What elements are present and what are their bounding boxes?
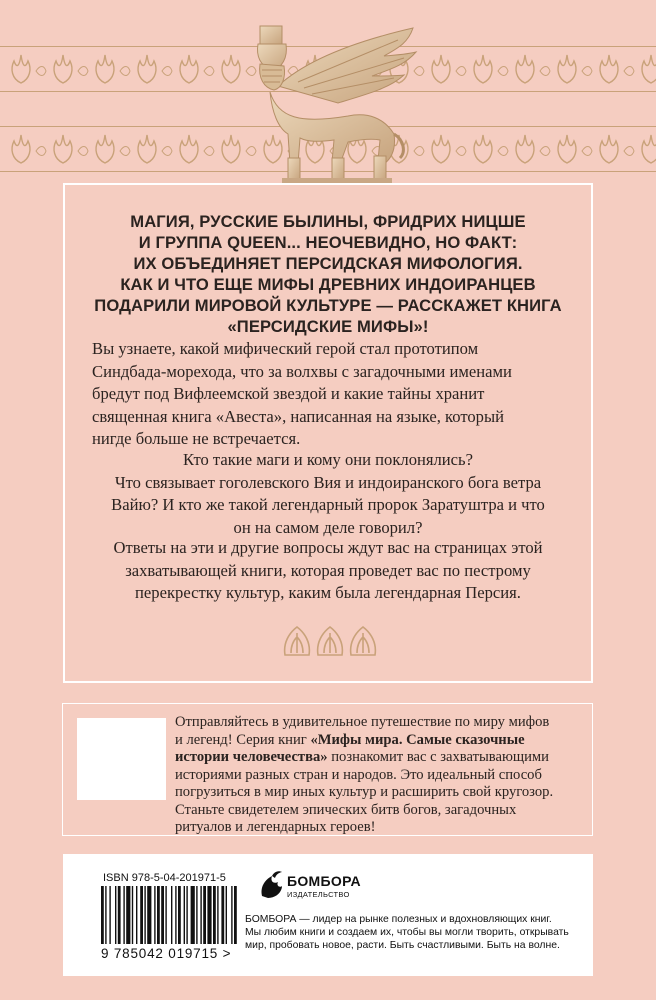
- headline-line: ИХ ОБЪЕДИНЯЕТ ПЕРСИДСКАЯ МИФОЛОГИЯ.: [133, 254, 523, 273]
- barcode-bar: [132, 886, 133, 944]
- blurb-paragraph-3: [65, 537, 591, 605]
- series-line: историями разных стран и народов. Это идеальный способ: [175, 766, 542, 783]
- paragraph-line: Ответы на эти и другие вопросы ждут вас на страницах этой: [113, 538, 543, 557]
- barcode-bar: [191, 886, 195, 944]
- series-line: погрузиться в мир иных культур и расширить свой кругозор.: [175, 784, 554, 800]
- headline-line: «ПЕРСИДСКИЕ МИФЫ»!: [227, 317, 429, 336]
- isbn-label: ISBN 978-5-04-201971-5: [103, 872, 226, 884]
- publisher-line: БОМБОРА — лидер на рынке полезных и вдохновляющих книг.: [245, 914, 552, 925]
- paragraph-line: Вайю? И кто же такой легендарный пророк Заратуштра и что: [111, 495, 545, 514]
- palmette-ornament-icon: [54, 55, 88, 83]
- palmette-ornament-icon: [474, 135, 508, 163]
- barcode-bar: [140, 886, 143, 944]
- barcode-bar: [161, 886, 164, 944]
- series-title-bold: истории человечества»: [175, 749, 328, 766]
- paragraph-line: он на самом деле говорил?: [233, 517, 423, 537]
- publisher-description: [245, 913, 569, 952]
- series-line-part: познакомит вас с захватывающими: [327, 749, 549, 766]
- barcode-bar: [184, 886, 185, 944]
- blurb-box: [63, 183, 593, 683]
- paragraph-line: перекрестку культур, каким была легендарная Персия.: [135, 583, 521, 602]
- palmette-ornament-icon: [516, 55, 550, 83]
- barcode-bar: [136, 886, 137, 944]
- blurb-paragraph-1: [92, 338, 512, 451]
- series-line: [175, 732, 549, 750]
- palmette-ornament-icon: [138, 135, 172, 163]
- barcode-bar: [154, 886, 155, 944]
- bombora-wave-logo-icon: [258, 868, 284, 900]
- series-line: [175, 749, 549, 767]
- blurb-paragraph-2: [65, 449, 591, 539]
- palmette-ornament-icon: [12, 55, 46, 83]
- lotus-ornament-icon: [281, 623, 379, 659]
- lamassu-winged-bull-statue: [208, 8, 448, 188]
- paragraph-line: Синдбада-морехода, что за волхвы с загадочными именами: [92, 361, 512, 381]
- series-line: Станьте свидетелем эпических битв богов, загадочных: [175, 801, 517, 818]
- barcode-bar: [178, 886, 181, 944]
- barcode-bar: [226, 886, 227, 944]
- palmette-ornament-icon: [54, 135, 88, 163]
- barcode-bar: [165, 886, 166, 944]
- barcode-bar: [147, 886, 151, 944]
- palmette-ornament-icon: [558, 55, 592, 83]
- barcode-bar: [175, 886, 176, 944]
- palmette-ornament-icon: [600, 55, 634, 83]
- paragraph-line: нигде больше не встречается.: [92, 429, 301, 448]
- palmette-ornament-icon: [96, 55, 130, 83]
- paragraph-line: Вы узнаете, какой мифический герой стал прототипом: [92, 339, 479, 358]
- series-line: ритуалов и легендарных героев!: [175, 819, 376, 836]
- headline-line: ПОДАРИЛИ МИРОВОЙ КУЛЬТУРЕ — РАССКАЖЕТ КНИГА: [94, 296, 562, 315]
- paragraph-line: Что связывает гоголевского Вия и индоиранского бога ветра: [114, 472, 542, 492]
- publisher-name: БОМБОРА: [287, 873, 361, 889]
- barcode-number: 9 785042 019715 >: [101, 946, 279, 961]
- series-line-part: и легенд! Серия книг: [175, 731, 311, 748]
- series-cover-placeholder: [77, 718, 166, 800]
- paragraph-line: захватывающей книги, которая проведет вас по пестрому: [125, 560, 531, 580]
- palmette-ornament-icon: [642, 55, 656, 83]
- series-line: Отправляйтесь в удивительное путешествие по миру мифов: [175, 714, 550, 730]
- barcode-bar: [213, 886, 216, 944]
- palmette-ornament-icon: [600, 135, 634, 163]
- barcode-bar: [207, 886, 211, 944]
- publisher-line: мир, пробовать новое, расти. Быть счастливыми. Быть на волне.: [245, 940, 560, 951]
- barcode-bar: [217, 886, 218, 944]
- barcode-bar: [171, 886, 172, 944]
- barcode-bar: [144, 886, 145, 944]
- paragraph-line: священная книга «Авеста», написанная на языке, который: [92, 406, 504, 426]
- publisher-sub: ИЗДАТЕЛЬСТВО: [287, 890, 350, 899]
- barcode-bar: [234, 886, 237, 944]
- palmette-ornament-icon: [516, 135, 550, 163]
- barcode-bar: [157, 886, 160, 944]
- palmette-ornament-icon: [138, 55, 172, 83]
- series-title-bold: «Мифы мира. Самые сказочные: [310, 731, 525, 748]
- headline-line: МАГИЯ, РУССКИЕ БЫЛИНЫ, ФРИДРИХ НИЦШЕ: [130, 212, 526, 231]
- palmette-ornament-icon: [12, 135, 46, 163]
- barcode-bar: [196, 886, 197, 944]
- headline-line: И ГРУППА QUEEN... НЕОЧЕВИДНО, НО ФАКТ:: [138, 233, 518, 252]
- barcode-bar: [105, 886, 106, 944]
- barcode-bar: [101, 886, 104, 944]
- palmette-ornament-icon: [558, 135, 592, 163]
- barcode-bar: [109, 886, 110, 944]
- paragraph-line: бредут под Вифлеемской звездой и какие тайны хранит: [92, 384, 485, 403]
- barcode-bar: [221, 886, 224, 944]
- barcode-bar: [203, 886, 206, 944]
- series-box: [62, 703, 593, 836]
- palmette-ornament-icon: [474, 55, 508, 83]
- publisher-line: Мы любим книги и создаем их, чтобы вы могли творить, открывать: [245, 927, 569, 938]
- blurb-headline: [65, 211, 591, 337]
- barcode-bar: [231, 886, 232, 944]
- barcode-bar: [200, 886, 201, 944]
- series-text-top: [175, 714, 549, 784]
- barcode-bar: [115, 886, 116, 944]
- palmette-ornament-icon: [96, 135, 130, 163]
- barcode-panel: [63, 854, 593, 976]
- barcode-bar: [118, 886, 121, 944]
- headline-line: КАК И ЧТО ЕЩЕ МИФЫ ДРЕВНИХ ИНДОИРАНЦЕВ: [120, 275, 536, 294]
- series-text-bottom: [175, 784, 553, 837]
- barcode-bar: [123, 886, 124, 944]
- barcode-bar: [126, 886, 130, 944]
- paragraph-line: Кто такие маги и кому они поклонялись?: [183, 450, 473, 469]
- palmette-ornament-icon: [642, 135, 656, 163]
- barcode-bar: [186, 886, 187, 944]
